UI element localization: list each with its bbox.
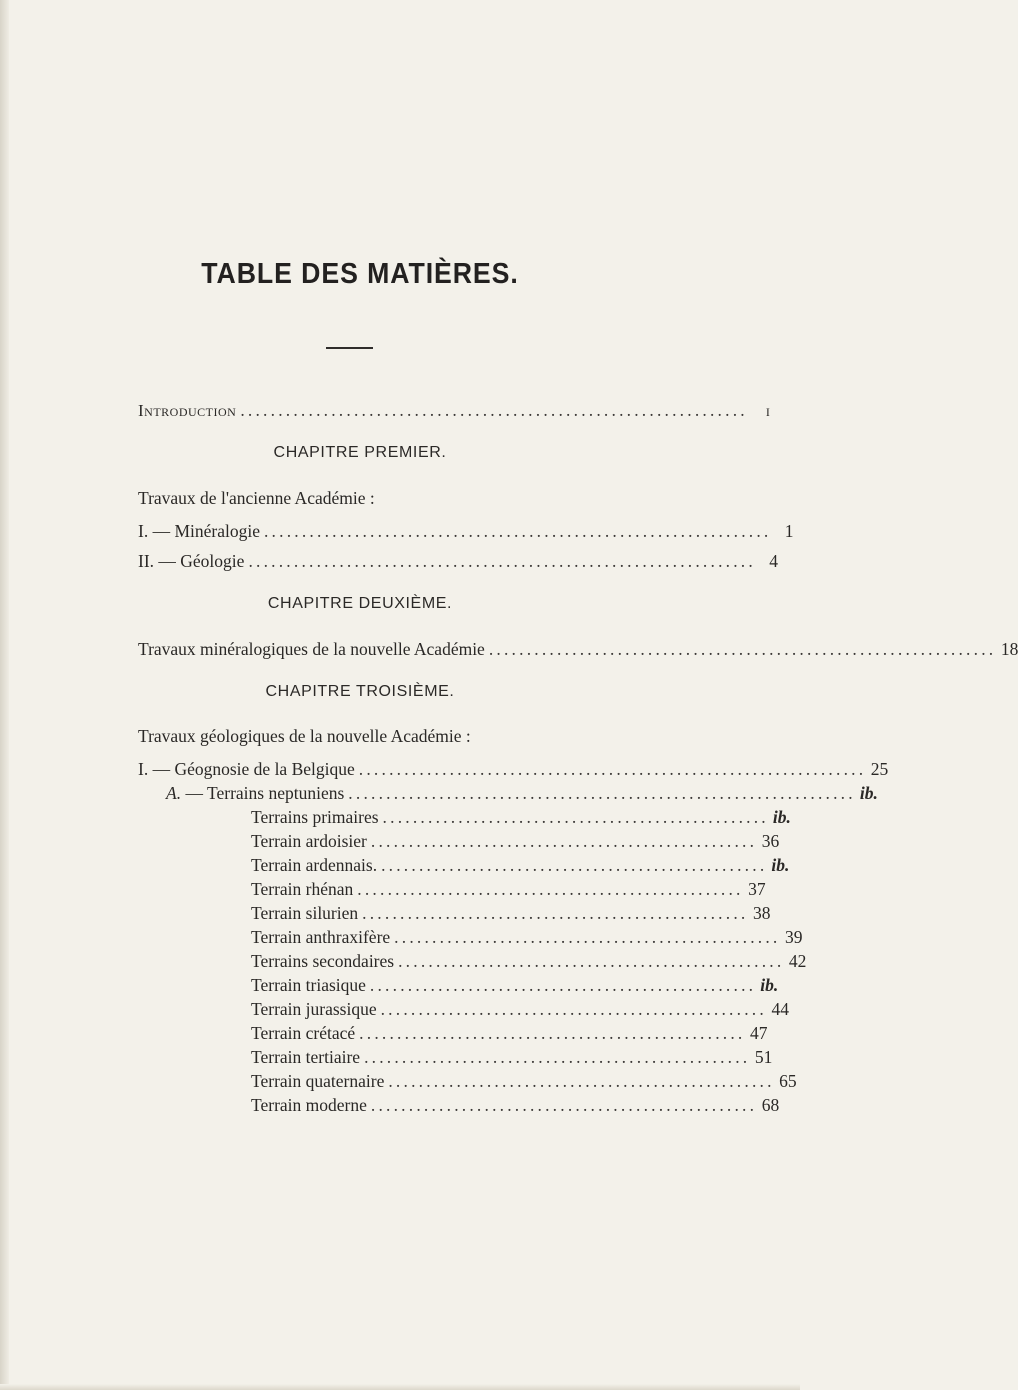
toc-entry-terrain[interactable] [251, 807, 791, 828]
toc-entry-terrain[interactable] [251, 855, 790, 876]
leader-dots: ................................................... [364, 1047, 751, 1067]
toc-entry-page: 4 [769, 551, 778, 571]
chapter-3-intro: Travaux géologiques de la nouvelle Académie : [138, 726, 471, 746]
toc-entry-label: Introduction [138, 401, 237, 420]
toc-entry-label: Terrains primaires [251, 807, 379, 827]
toc-entry-label: Terrain ardoisier [251, 831, 367, 851]
toc-entry-page: 1 [784, 521, 794, 541]
toc-entry-label: II. — Géologie [138, 551, 245, 571]
toc-entry-label: Terrain silurien [251, 903, 359, 923]
toc-entry-label: Terrain triasique [251, 975, 366, 995]
page-bottom-edge [0, 1384, 800, 1390]
toc-entry-page: 37 [748, 879, 766, 899]
toc-entry-label: Travaux minéralogiques de la nouvelle Académie [138, 639, 485, 659]
toc-entry-label [166, 783, 344, 804]
toc-entry-label: I. — Géognosie de la Belgique [138, 759, 355, 779]
toc-entry-page: 47 [750, 1023, 768, 1043]
chapter-1-intro: Travaux de l'ancienne Académie : [138, 488, 375, 508]
leader-dots: ................................................................... [358, 759, 867, 779]
subsection-letter: A. [166, 783, 182, 803]
toc-entry-label: I. — Minéralogie [138, 521, 260, 541]
toc-entry-label: Terrain ardennais. [251, 855, 378, 875]
toc-entry-page: 44 [771, 999, 789, 1019]
toc-entry-terrain[interactable] [251, 1023, 768, 1044]
leader-dots: ................................................... [382, 807, 769, 827]
toc-entry-label: Terrain quaternaire [251, 1071, 385, 1091]
page-title: TABLE DES MATIÈRES. [201, 258, 519, 290]
chapter-heading-3: CHAPITRE TROISIÈME. [265, 683, 455, 700]
leader-dots: ................................................... [398, 951, 785, 971]
toc-entry-travaux-mineralogiques[interactable] [138, 639, 1018, 660]
leader-dots: ................................................................... [488, 639, 997, 659]
toc-entry-geologie[interactable] [138, 551, 778, 572]
toc-entry-page: 68 [761, 1095, 780, 1115]
leader-dots: ................................................... [381, 855, 768, 875]
toc-entry-terrain[interactable] [251, 927, 803, 948]
toc-entry-terrain[interactable] [251, 831, 780, 852]
toc-entry-page: 38 [752, 903, 771, 923]
leader-dots: ................................................................... [348, 783, 856, 803]
toc-entry-label: Terrains secondaires [251, 951, 395, 971]
leader-dots: ................................................... [370, 1095, 758, 1115]
toc-entry-page: ib. [772, 807, 791, 827]
toc-entry-label: Terrain anthraxifère [251, 927, 391, 947]
toc-entry-page: 36 [761, 831, 780, 851]
toc-entry-page: 18 [1000, 639, 1018, 659]
toc-entry-terrain[interactable] [251, 1095, 780, 1116]
toc-entry-terrain[interactable] [251, 975, 779, 996]
toc-entry-label: Terrain moderne [251, 1095, 367, 1115]
leader-dots: ................................................................... [263, 521, 772, 541]
leader-dots: ................................................................... [248, 551, 756, 571]
leader-dots: ................................................... [362, 903, 749, 923]
toc-entry-page: 51 [754, 1047, 773, 1067]
toc-entry-page: 42 [788, 951, 807, 971]
toc-entry-mineralogie[interactable] [138, 521, 794, 542]
leader-dots: ................................................... [359, 1023, 746, 1043]
toc-entry-terrains-neptuniens[interactable] [166, 783, 878, 804]
toc-entry-page: ib. [760, 975, 779, 995]
title-divider [326, 347, 373, 349]
chapter-heading-1: CHAPITRE PREMIER. [273, 444, 447, 461]
toc-entry-label: Terrain jurassique [251, 999, 377, 1019]
toc-entry-terrain[interactable] [251, 879, 766, 900]
toc-entry-terrain[interactable] [251, 1071, 797, 1092]
toc-entry-geognosie[interactable] [138, 759, 889, 780]
toc-entry-terrain[interactable] [251, 1047, 773, 1068]
leader-dots: ................................................... [394, 927, 781, 947]
toc-entry-page: I [765, 405, 770, 419]
toc-entry-label: Terrain crétacé [251, 1023, 356, 1043]
toc-entry-page: 39 [785, 927, 803, 947]
leader-dots: ................................................... [357, 879, 744, 899]
toc-entry-page: 25 [870, 759, 889, 779]
toc-entry-terrain[interactable] [251, 999, 789, 1020]
leader-dots: ................................................... [369, 975, 757, 995]
toc-entry-page: ib. [771, 855, 790, 875]
leader-dots: ................................................... [388, 1071, 775, 1091]
toc-entry-page: ib. [859, 783, 878, 803]
toc-entry-label: Terrain rhénan [251, 879, 354, 899]
toc-entry-page: 65 [779, 1071, 797, 1091]
toc-entry-terrain[interactable] [251, 903, 771, 924]
leader-dots: ................................................... [380, 999, 767, 1019]
chapter-heading-2: CHAPITRE DEUXIÈME. [267, 595, 453, 612]
leader-dots: ................................................... [370, 831, 758, 851]
leader-dots: ................................................................... [240, 400, 748, 420]
toc-entry-terrain[interactable] [251, 951, 807, 972]
toc-entry-label: Terrain tertiaire [251, 1047, 361, 1067]
toc-entry-introduction[interactable] [138, 400, 770, 421]
subsection-label: — Terrains neptuniens [181, 783, 345, 803]
